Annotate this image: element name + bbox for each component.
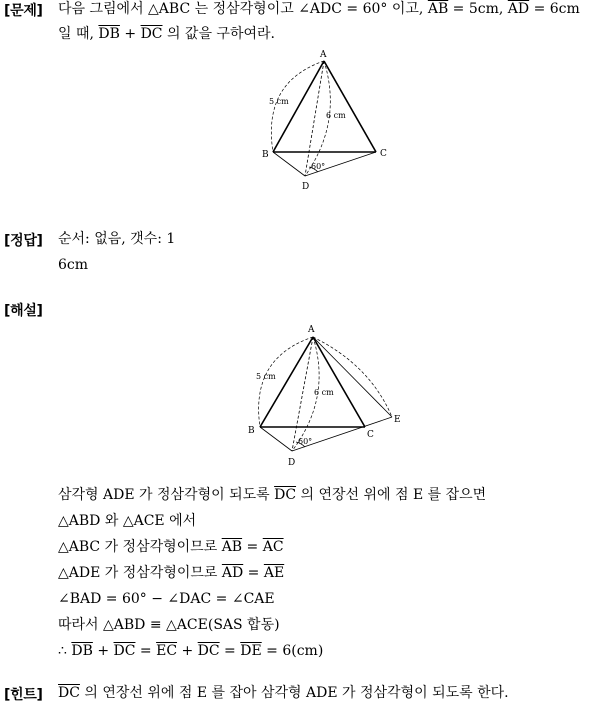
solution-line-3 bbox=[58, 538, 284, 556]
segment-ad: $\overline{AD}$ bbox=[221, 565, 244, 581]
label-angle: 60° bbox=[298, 437, 313, 446]
answer-tag: [정답] bbox=[4, 233, 43, 249]
label-a: A bbox=[308, 325, 315, 335]
solution-line-1 bbox=[58, 486, 486, 504]
segment-db: $\overline{DB}$ bbox=[98, 26, 120, 42]
label-b: B bbox=[248, 426, 255, 436]
problem-text: + bbox=[119, 26, 141, 42]
label-length-ad: 6 cm bbox=[326, 111, 346, 120]
problem-tag: [문제] bbox=[4, 3, 43, 19]
segment-ab: $\overline{AB}$ bbox=[221, 539, 243, 555]
problem-text: 일 때, bbox=[58, 26, 99, 42]
segment-dc: $\overline{DC}$ bbox=[274, 487, 297, 503]
solution-text: ∴ bbox=[58, 643, 72, 659]
problem-text: 의 값을 구하여라. bbox=[162, 26, 275, 42]
label-c: C bbox=[380, 149, 387, 159]
segment-dc: $\overline{DC}$ bbox=[197, 643, 220, 659]
problem-text: = 5cm, bbox=[448, 1, 508, 17]
label-c: C bbox=[367, 430, 374, 440]
segment-dc: $\overline{DC}$ bbox=[140, 26, 163, 42]
solution-text: △ABC 가 정삼각형이므로 bbox=[58, 539, 222, 555]
solution-line-6: 따라서 △ABD ≡ △ACE(SAS 합동) bbox=[58, 617, 280, 633]
problem-text: 다음 그림에서 △ABC 는 정삼각형이고 ∠ADC = 60° 이고, bbox=[58, 1, 428, 17]
segment-dc: $\overline{DC}$ bbox=[113, 643, 136, 659]
label-b: B bbox=[262, 150, 269, 160]
segment-dc: $\overline{DC}$ bbox=[58, 685, 80, 701]
label-d: D bbox=[302, 182, 310, 192]
segment-ad: $\overline{AD}$ bbox=[507, 1, 530, 17]
solution-text: = bbox=[219, 643, 241, 659]
solution-line-4 bbox=[58, 564, 284, 582]
segment-ae: $\overline{AE}$ bbox=[263, 565, 285, 581]
segment-ac: $\overline{AC}$ bbox=[262, 539, 284, 555]
solution-text: + bbox=[177, 643, 198, 659]
label-length-ab: 5 cm bbox=[269, 97, 289, 106]
solution-line-2: △ABD 와 △ACE 에서 bbox=[58, 513, 197, 529]
answer-value: 6cm bbox=[58, 257, 89, 273]
solution-text: 의 연장선 위에 점 E 를 잡으면 bbox=[296, 487, 487, 503]
label-e: E bbox=[394, 415, 401, 425]
hint-tag: [힌트] bbox=[4, 687, 43, 703]
problem-text: = 6cm bbox=[529, 1, 580, 17]
label-length-ad: 6 cm bbox=[314, 388, 334, 397]
edge-bd bbox=[260, 427, 292, 451]
solution-text: + bbox=[92, 643, 114, 659]
solution-tag: [해설] bbox=[4, 303, 43, 319]
answer-meta: 순서: 없음, 갯수: 1 bbox=[58, 231, 176, 247]
solution-text: = bbox=[135, 643, 157, 659]
solution-line-5: ∠BAD = 60° − ∠DAC = ∠CAE bbox=[58, 591, 275, 607]
label-angle: 60° bbox=[311, 162, 326, 171]
segment-ab: $\overline{AB}$ bbox=[427, 1, 449, 17]
solution-text: = 6(cm) bbox=[261, 643, 324, 659]
label-a: A bbox=[320, 50, 327, 60]
solution-text: = bbox=[242, 539, 263, 555]
segment-ec: $\overline{EC}$ bbox=[156, 643, 178, 659]
solution-text: 삼각형 ADE 가 정삼각형이 되도록 bbox=[58, 487, 275, 503]
segment-de: $\overline{DE}$ bbox=[240, 643, 262, 659]
hint-line bbox=[58, 684, 509, 702]
label-d: D bbox=[288, 458, 296, 468]
solution-text: △ADE 가 정삼각형이므로 bbox=[58, 565, 222, 581]
solution-line-7 bbox=[58, 642, 323, 660]
hint-text: 의 연장선 위에 점 E 를 잡아 삼각형 ADE 가 정삼각형이 되도록 한다. bbox=[79, 685, 509, 701]
solution-text: = bbox=[243, 565, 264, 581]
label-length-ab: 5 cm bbox=[256, 372, 276, 381]
segment-db: $\overline{DB}$ bbox=[71, 643, 93, 659]
